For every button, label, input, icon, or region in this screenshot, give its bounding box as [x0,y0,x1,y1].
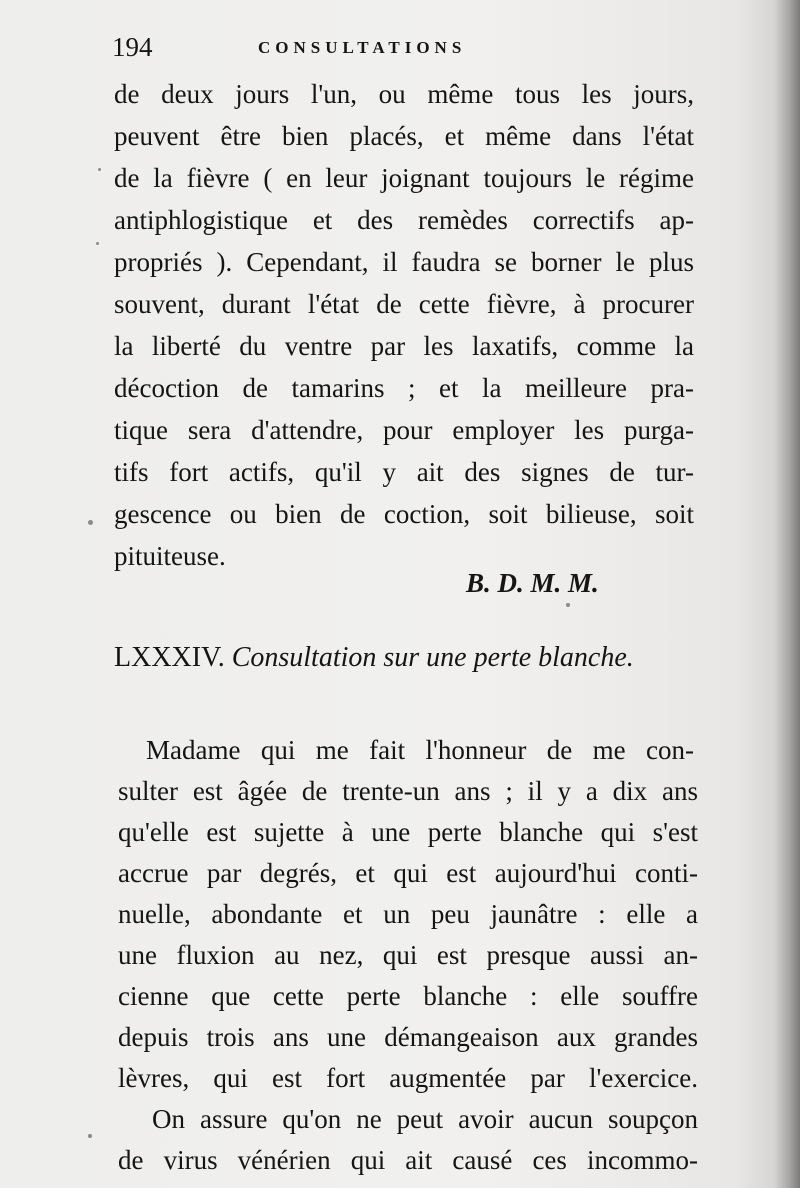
text-line: de virus vénérien qui ait causé ces incommo- [118,1145,698,1175]
text-line: de deux jours l'un, ou même tous les jours, [114,79,694,109]
text-line: Madame qui me fait l'honneur de me con- [146,735,694,765]
text-line: peuvent être bien placés, et même dans l'état [114,121,694,151]
text-line: pituiteuse. [114,541,226,571]
page-header [112,30,672,70]
text-line: décoction de tamarins ; et la meilleure pra- [114,373,694,403]
text-line: souvent, durant l'état de cette fièvre, à procurer [114,289,694,319]
text-line: gescence ou bien de coction, soit bilieuse, soit [114,499,694,529]
text-line: tique sera d'attendre, pour employer les purga- [114,415,694,445]
text-line: de la fièvre ( en leur joignant toujours le régime [114,163,694,193]
text-line: lèvres, qui est fort augmentée par l'exercice. [118,1063,698,1093]
text-line: qu'elle est sujette à une perte blanche qui s'est [118,817,698,847]
section-title: Consultation sur une perte blanche. [231,642,634,673]
text-line: sulter est âgée de trente-un ans ; il y a dix ans [118,776,698,806]
text-line: une fluxion au nez, qui est presque aussi an- [118,940,698,970]
text-line: On assure qu'on ne peut avoir aucun soupçon [152,1104,698,1134]
text-line: cienne que cette perte blanche : elle souffre [118,981,698,1011]
text-line: propriés ). Cependant, il faudra se borner le plus [114,247,694,277]
section-heading [114,642,704,674]
text-line: antiphlogistique et des remèdes correctifs ap- [114,205,694,235]
scan-speck [96,242,99,245]
signature: B. D. M. M. [466,568,599,598]
section-numeral: LXXXIV. [114,642,225,673]
gutter-shadow [774,0,800,1188]
text-line: accrue par degrés, et qui est aujourd'hui conti- [118,858,698,888]
text-line: depuis trois ans une démangeaison aux grandes [118,1022,698,1052]
running-head: CONSULTATIONS [258,38,467,57]
text-line: tifs fort actifs, qu'il y ait des signes de tur- [114,457,694,487]
scan-speck [98,168,101,171]
scan-speck [566,603,570,607]
scan-speck [88,520,93,525]
scan-speck [88,1134,92,1138]
page-number: 194 [112,32,153,62]
text-line: la liberté du ventre par les laxatifs, comme la [114,331,694,361]
text-line: nuelle, abondante et un peu jaunâtre : elle a [118,899,698,929]
